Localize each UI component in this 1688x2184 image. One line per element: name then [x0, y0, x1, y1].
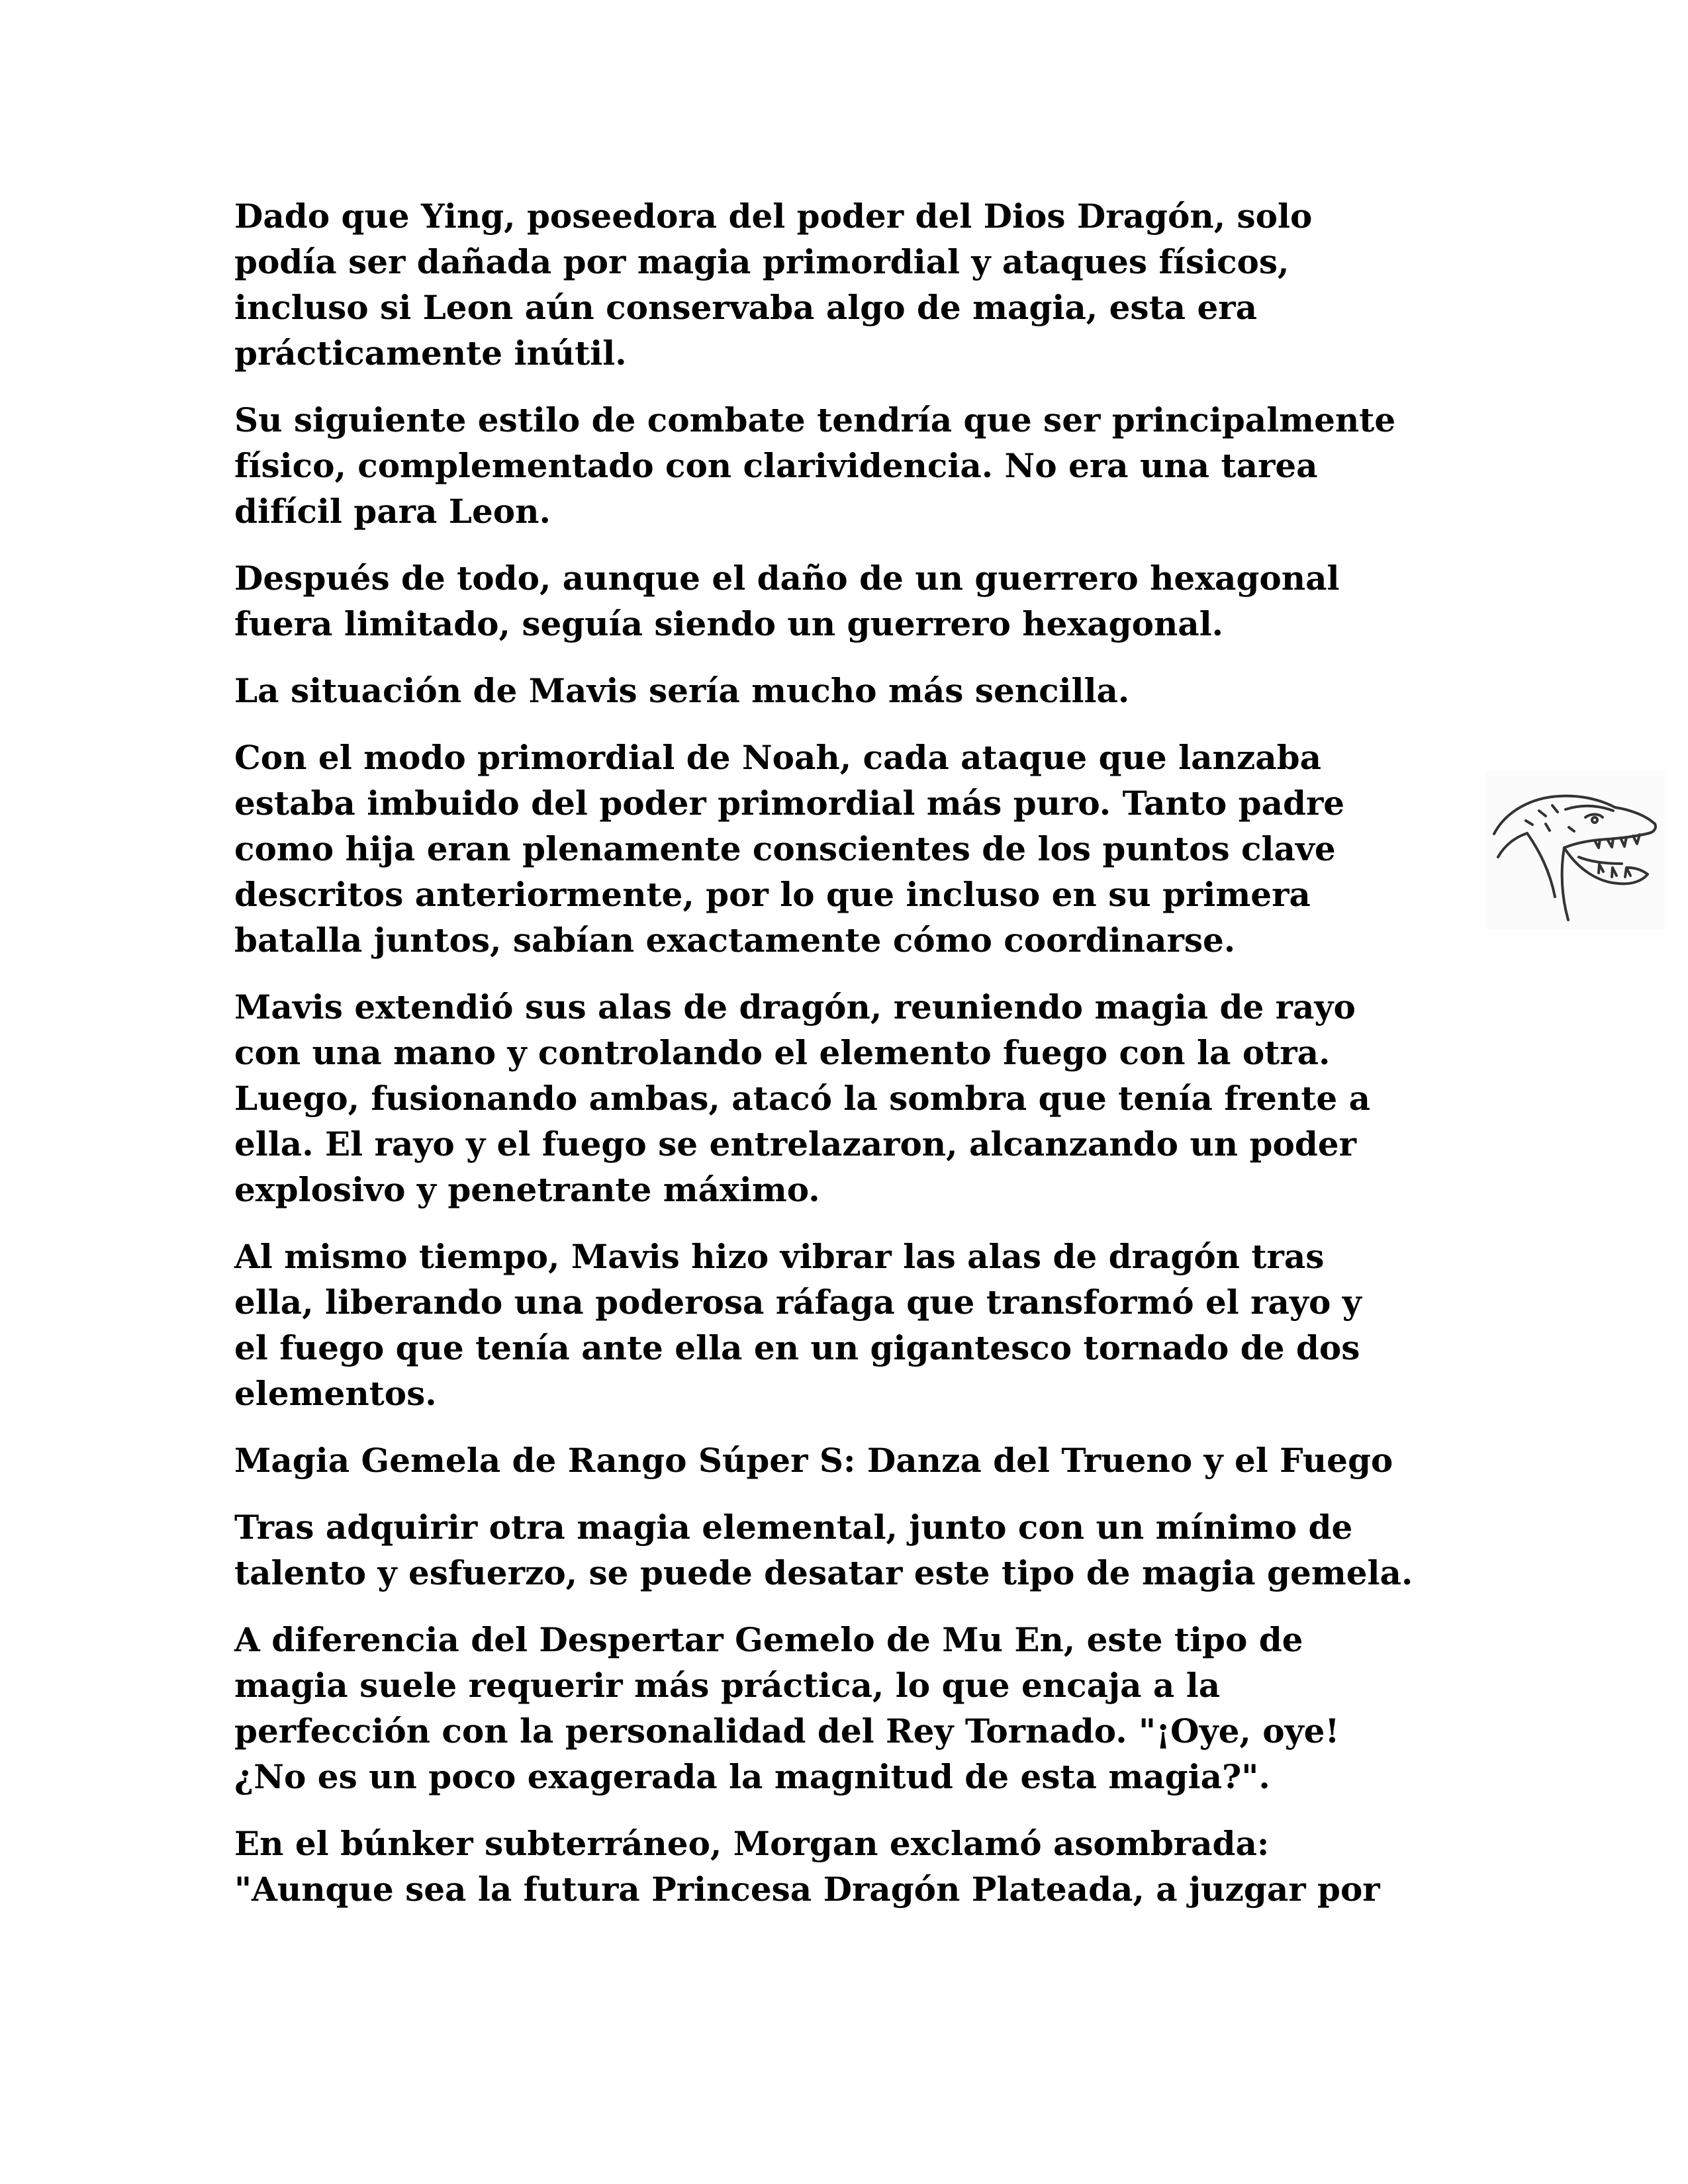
text-line: Mavis extendió sus alas de dragón, reuniendo magia de rayo — [234, 987, 1356, 1026]
text-line: ella, liberando una poderosa ráfaga que transformó el rayo y — [234, 1283, 1362, 1322]
text-line: fuera limitado, seguía siendo un guerrero hexagonal. — [234, 604, 1224, 643]
text-line: perfección con la personalidad del Rey Tornado. "¡Oye, oye! — [234, 1711, 1340, 1751]
text-line: físico, complementado con clarividencia. No era una tarea — [234, 446, 1318, 485]
text-line: como hija eran plenamente conscientes de los puntos clave — [234, 829, 1336, 868]
paragraph-1 — [234, 193, 1446, 376]
text-line: con una mano y controlando el elemento fuego con la otra. — [234, 1033, 1331, 1072]
section-heading — [234, 1437, 1446, 1483]
text-line: Después de todo, aunque el daño de un guerrero hexagonal — [234, 559, 1340, 598]
paragraph-2 — [234, 397, 1446, 534]
text-line: batalla juntos, sabían exactamente cómo coordinarse. — [234, 921, 1236, 960]
text-line: descritos anteriormente, por lo que incluso en su primera — [234, 875, 1311, 914]
text-line: Luego, fusionando ambas, atacó la sombra que tenía frente a — [234, 1079, 1370, 1118]
text-line: ¿No es un poco exagerada la magnitud de esta magia?". — [234, 1757, 1270, 1796]
text-line: Su siguiente estilo de combate tendría que ser principalmente — [234, 400, 1396, 439]
paragraph-7 — [234, 1234, 1446, 1416]
text-line: incluso si Leon aún conservaba algo de magia, esta era — [234, 288, 1258, 327]
text-line: Dado que Ying, poseedora del poder del Dios Dragón, solo — [234, 197, 1313, 236]
text-line: explosivo y penetrante máximo. — [234, 1170, 820, 1209]
paragraph-6 — [234, 984, 1446, 1212]
text-line: elementos. — [234, 1374, 437, 1413]
text-line: ella. El rayo y el fuego se entrelazaron, alcanzando un poder — [234, 1124, 1356, 1163]
paragraph-9 — [234, 1504, 1446, 1596]
text-line: La situación de Mavis sería mucho más sencilla. — [234, 671, 1130, 710]
text-line: Tras adquirir otra magia elemental, junto con un mínimo de — [234, 1508, 1353, 1547]
paragraph-3 — [234, 555, 1446, 647]
text-line: podía ser dañada por magia primordial y ataques físicos, — [234, 242, 1289, 281]
paragraph-4 — [234, 668, 1446, 713]
text-line: Con el modo primordial de Noah, cada ataque que lanzaba — [234, 738, 1321, 777]
text-line: Magia Gemela de Rango Súper S: Danza del Trueno y el Fuego — [234, 1441, 1393, 1480]
dinosaur-head-icon — [1486, 771, 1665, 930]
text-line: estaba imbuido del poder primordial más puro. Tanto padre — [234, 784, 1345, 823]
body-text — [234, 193, 1446, 1933]
text-line: magia suele requerir más práctica, lo que encaja a la — [234, 1666, 1221, 1705]
text-line: talento y esfuerzo, se puede desatar este tipo de magia gemela. — [234, 1553, 1413, 1592]
text-line: prácticamente inútil. — [234, 334, 627, 373]
text-line: Al mismo tiempo, Mavis hizo vibrar las alas de dragón tras — [234, 1237, 1325, 1276]
text-line: En el búnker subterráneo, Morgan exclamó asombrada: — [234, 1824, 1270, 1863]
text-line: el fuego que tenía ante ella en un gigantesco tornado de dos — [234, 1328, 1360, 1367]
paragraph-10 — [234, 1617, 1446, 1799]
text-line: A diferencia del Despertar Gemelo de Mu En, este tipo de — [234, 1620, 1303, 1659]
paragraph-11 — [234, 1821, 1446, 1912]
text-line: "Aunque sea la futura Princesa Dragón Plateada, a juzgar por — [234, 1870, 1380, 1909]
paragraph-5 — [234, 735, 1446, 963]
text-line: difícil para Leon. — [234, 492, 551, 531]
